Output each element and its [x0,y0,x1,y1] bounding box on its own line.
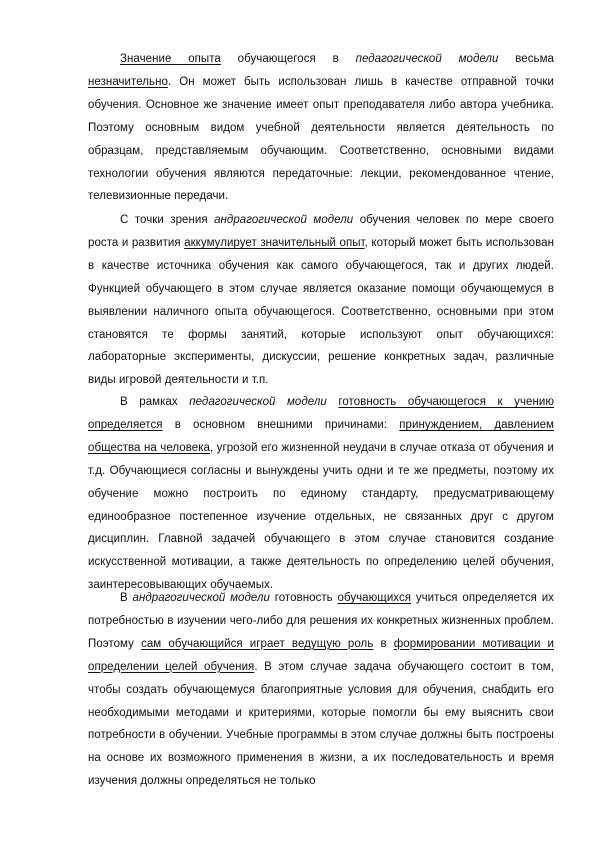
text-run: обучающегося в [220,53,356,65]
text-run: С точки зрения [120,214,215,226]
text-run: в [373,637,394,650]
text-run: . В этом случае задача обучающего состоит в том, чтобы создать обучающемуся благоприятные условия для обучения, снабдить его необходимыми методами и критериями, которые помогли бы ему выяснить свои потребности в обучении. Учебные программы в этом случае должны быть построены на основе их возможного применения в жизни, а их последовательность и время изучения должны определяться не только [88,660,554,788]
underlined-text: готовность обучающегося к учению определяется [88,396,554,431]
text-run: , угрозой его жизненной неудачи в случае отказа от обучения и т.д. Обучающиеся согласны и вынуждены учить одни и те же предметы, поэтому их обучение можно построить по единому стандарту, предусматривающему единообразное постепенное изучение отдельных, не связанных друг с другом дисциплин. Главной задачей обучающего в этом случае становится создание искусственной мотивации, а также деятельность по определению целей обучения, заинтересовывающих обучаемых. [88,441,554,592]
underlined-text: сам обучающийся играет ведущую роль [141,637,374,650]
paragraph-pedagogical-readiness [88,391,554,597]
text-run [327,396,339,408]
text-run: В рамках [120,396,190,408]
underlined-text: принуждением, давлением общества на человека [88,418,554,454]
text-run: весьма [498,53,554,65]
text-run: , который может быть использован в качестве источника обучения как самого обучающегося, так и других людей. Функцией обучающего в этом случае является оказание помощи обучающемуся в выявлении наличного опыта обучающегося. Соответственно, основными при этом становятся те формы занятий, которые используют опыт обучающихся: лабораторные эксперименты, дискуссии, решение конкретных задач, различные виды игровой деятельности и т.п. [88,236,554,387]
paragraph-andragogical-readiness [88,587,554,793]
italic-term: андрагогической модели [132,592,270,604]
paragraph-pedagogical-experience [88,48,554,208]
italic-term: педагогической модели [189,396,327,408]
underlined-text: обучающихся [337,592,412,604]
text-run: готовность [269,592,338,604]
underlined-text: формировании мотивации и определении целей обучения [88,637,555,673]
italic-term: педагогической модели [355,53,499,65]
text-run: . Он может быть использован лишь в качестве отправной точки обучения. Основное же значение имеет опыт преподавателя либо автора учебника. Поэтому основным видом учебной деятельности является деятельность по образцам, представляемым обучающим. Соответственно, основными видами технологии обучения являются передаточные: лекции, рекомендованное чтение, телевизионные передачи. [88,75,554,203]
text-run: В [120,592,133,604]
text-run: в основном внешними причинами: [162,418,400,431]
paragraph-andragogical-experience [88,209,554,392]
underlined-text: Значение опыта [120,53,221,65]
underlined-text: незначительно [88,75,168,88]
underlined-text: аккумулирует значительный опыт [184,236,365,249]
italic-term: андрагогической модели [214,214,354,226]
text-run: учиться определяется их потребностью в изучении чего-либо для решения их конкретных жизненных проблем. Поэтому [88,592,554,650]
text-run: обучения человек по мере своего роста и развития [88,214,555,249]
